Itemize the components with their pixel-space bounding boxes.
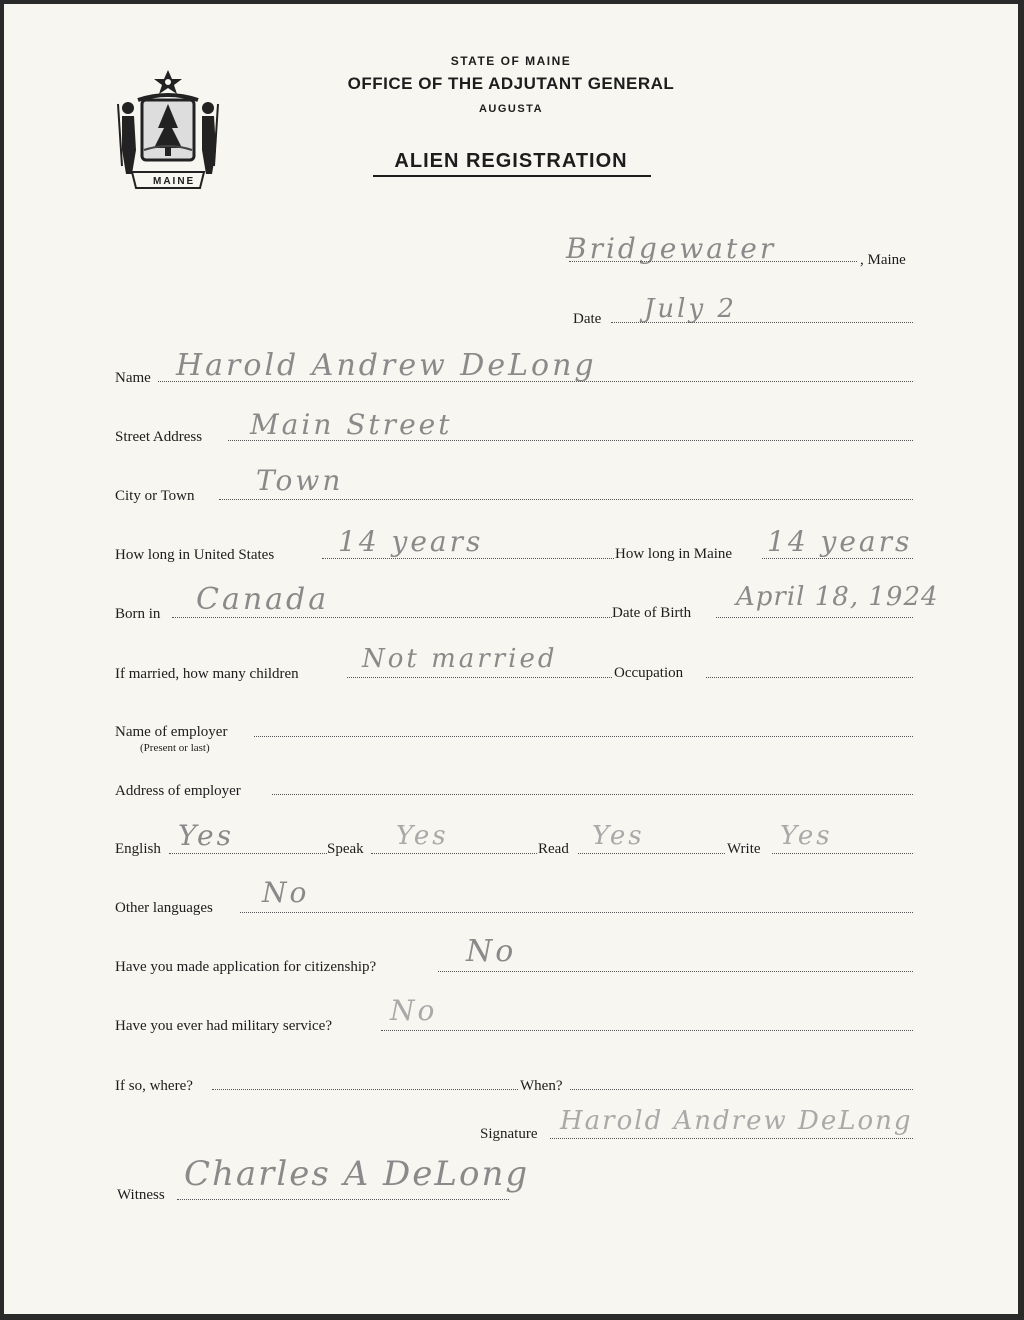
children-label: If married, how many children xyxy=(115,666,299,682)
english-entry: Yes xyxy=(178,819,234,852)
date-line xyxy=(611,322,913,323)
where-line xyxy=(212,1089,518,1090)
employer-address-label: Address of employer xyxy=(115,783,241,799)
when-line xyxy=(570,1089,913,1090)
employer-label: Name of employer xyxy=(115,724,228,740)
signature-line xyxy=(550,1138,913,1139)
dob-line xyxy=(716,617,913,618)
read-label: Read xyxy=(538,841,569,857)
signature-label: Signature xyxy=(480,1126,538,1142)
read-line xyxy=(578,853,725,854)
where-label: If so, where? xyxy=(115,1078,193,1094)
other-languages-entry: No xyxy=(262,876,310,909)
title-underline xyxy=(373,175,651,177)
citizenship-line xyxy=(438,971,913,972)
witness-entry: Charles A DeLong xyxy=(184,1154,530,1194)
witness-label: Witness xyxy=(117,1187,165,1203)
citizenship-label: Have you made application for citizenship? xyxy=(115,959,377,975)
city-heading: AUGUSTA xyxy=(478,103,544,115)
street-entry: Main Street xyxy=(250,408,453,441)
other-languages-line xyxy=(240,912,913,913)
seal-maine-banner: MAINE xyxy=(153,176,196,187)
employer-line xyxy=(254,736,913,737)
speak-entry: Yes xyxy=(396,821,449,851)
date-entry: July 2 xyxy=(644,294,737,324)
how-long-me-entry: 14 years xyxy=(767,525,913,558)
employer-address-line xyxy=(272,794,913,795)
children-line xyxy=(347,677,612,678)
born-entry: Canada xyxy=(196,582,330,617)
dob-entry: April 18, 1924 xyxy=(736,582,939,612)
read-entry: Yes xyxy=(592,821,645,851)
street-label: Street Address xyxy=(115,429,203,445)
english-label: English xyxy=(115,841,161,857)
state-heading: STATE OF MAINE xyxy=(450,54,572,68)
name-label: Name xyxy=(115,370,151,386)
city-entry: Town xyxy=(256,464,344,497)
how-long-us-entry: 14 years xyxy=(338,525,484,558)
town-entry: Bridgewater xyxy=(566,232,777,265)
office-heading: OFFICE OF THE ADJUTANT GENERAL xyxy=(347,74,675,93)
speak-line xyxy=(371,853,537,854)
occupation-line xyxy=(706,677,913,678)
speak-label: Speak xyxy=(327,841,364,857)
other-languages-label: Other languages xyxy=(115,900,213,916)
how-long-me-line xyxy=(762,558,913,559)
occupation-label: Occupation xyxy=(614,665,684,681)
town-line xyxy=(569,261,857,262)
english-line xyxy=(169,853,327,854)
when-label: When? xyxy=(520,1078,563,1094)
children-entry: Not married xyxy=(362,644,558,674)
form-title: ALIEN REGISTRATION xyxy=(394,150,628,172)
alien-registration-form xyxy=(4,4,1018,1314)
street-line xyxy=(228,440,913,441)
citizenship-entry: No xyxy=(466,934,517,969)
write-entry: Yes xyxy=(780,821,833,851)
born-line xyxy=(172,617,612,618)
military-line xyxy=(381,1030,913,1031)
how-long-us-label: How long in United States xyxy=(115,547,275,563)
date-label: Date xyxy=(573,311,602,327)
write-line xyxy=(772,853,913,854)
write-label: Write xyxy=(727,841,761,857)
born-label: Born in xyxy=(115,606,161,622)
city-line xyxy=(219,499,913,500)
name-entry: Harold Andrew DeLong xyxy=(176,348,597,383)
dob-label: Date of Birth xyxy=(612,605,692,621)
city-label: City or Town xyxy=(115,488,195,504)
military-entry: No xyxy=(390,994,438,1027)
maine-label: , Maine xyxy=(860,252,906,268)
witness-line xyxy=(177,1199,509,1200)
how-long-us-line xyxy=(322,558,614,559)
employer-note: (Present or last) xyxy=(140,742,210,754)
military-label: Have you ever had military service? xyxy=(115,1018,332,1034)
how-long-me-label: How long in Maine xyxy=(615,546,733,562)
name-line xyxy=(158,381,913,382)
signature-entry: Harold Andrew DeLong xyxy=(560,1106,913,1136)
